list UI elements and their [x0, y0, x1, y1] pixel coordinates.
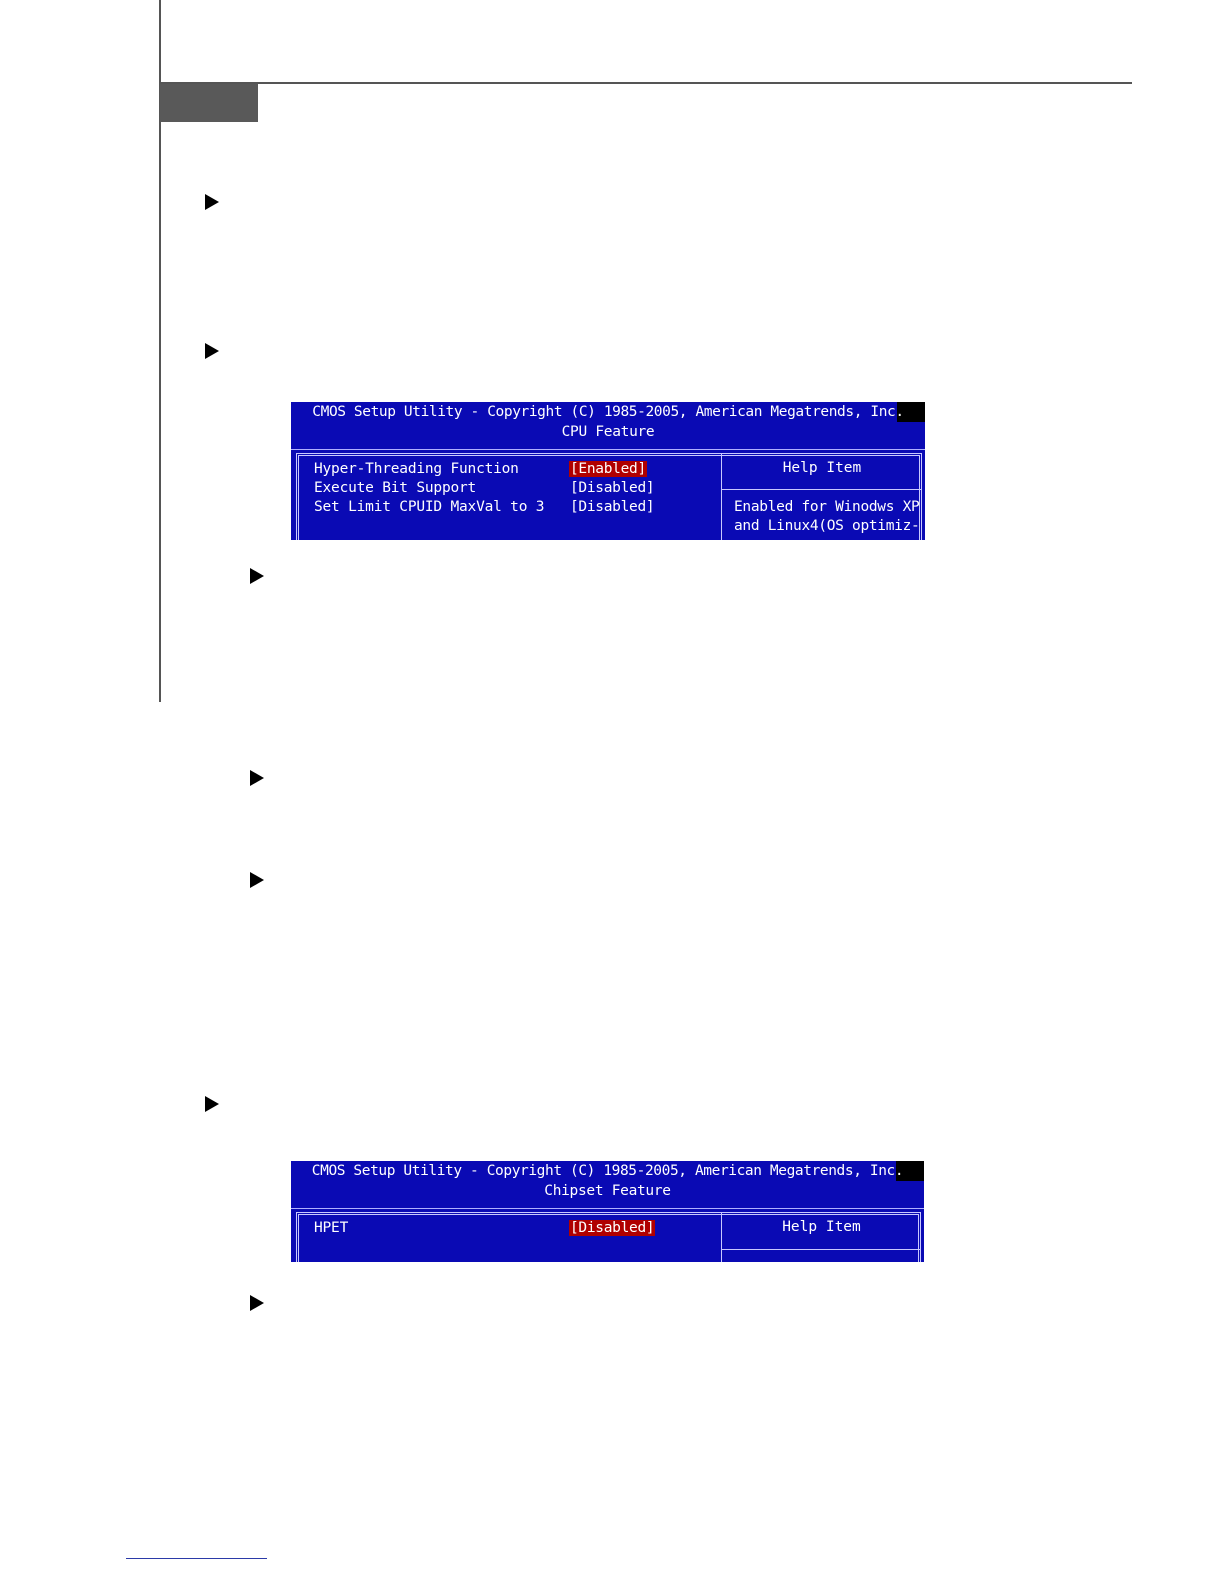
header-rule	[160, 82, 1132, 84]
cpu-feature-bios-screen	[291, 402, 925, 540]
setting-label-cpuid-maxval[interactable]: Set Limit CPUID MaxVal to 3	[314, 499, 545, 515]
setting-label-hpet[interactable]: HPET	[314, 1220, 349, 1236]
setting-label-execute-bit[interactable]: Execute Bit Support	[314, 480, 477, 496]
bullet-arrow-icon	[205, 343, 219, 359]
bios-subtitle: CPU Feature	[561, 424, 655, 440]
bios-title: CMOS Setup Utility - Copyright (C) 1985-2005, American Megatrends, Inc.	[311, 1163, 904, 1179]
bullet-arrow-icon	[250, 568, 264, 584]
chapter-tab	[160, 84, 258, 122]
help-text-line: and Linux4(OS optimiz-	[734, 518, 920, 534]
setting-label-hyper-threading[interactable]: Hyper-Threading Function	[314, 461, 519, 477]
bullet-arrow-icon	[250, 1295, 264, 1311]
bullet-arrow-icon	[250, 872, 264, 888]
help-text-line: Enabled for Winodws XP	[734, 499, 920, 515]
bullet-arrow-icon	[205, 194, 219, 210]
bullet-arrow-icon	[250, 770, 264, 786]
setting-value-execute-bit[interactable]: [Disabled]	[570, 480, 655, 496]
setting-value-hyper-threading[interactable]: [Enabled]	[570, 461, 646, 477]
bios-subtitle: Chipset Feature	[544, 1183, 671, 1199]
bullet-arrow-icon	[205, 1096, 219, 1112]
bios-title: CMOS Setup Utility - Copyright (C) 1985-2005, American Megatrends, Inc.	[312, 404, 904, 420]
setting-value-cpuid-maxval[interactable]: [Disabled]	[570, 499, 655, 515]
setting-value-hpet[interactable]: [Disabled]	[570, 1220, 655, 1236]
chipset-feature-bios-screen	[291, 1161, 924, 1262]
title-separator	[291, 1208, 924, 1209]
help-item-title: Help Item	[782, 460, 862, 476]
title-separator	[291, 449, 925, 450]
help-item-title: Help Item	[782, 1219, 861, 1235]
footer-rule	[126, 1558, 267, 1559]
